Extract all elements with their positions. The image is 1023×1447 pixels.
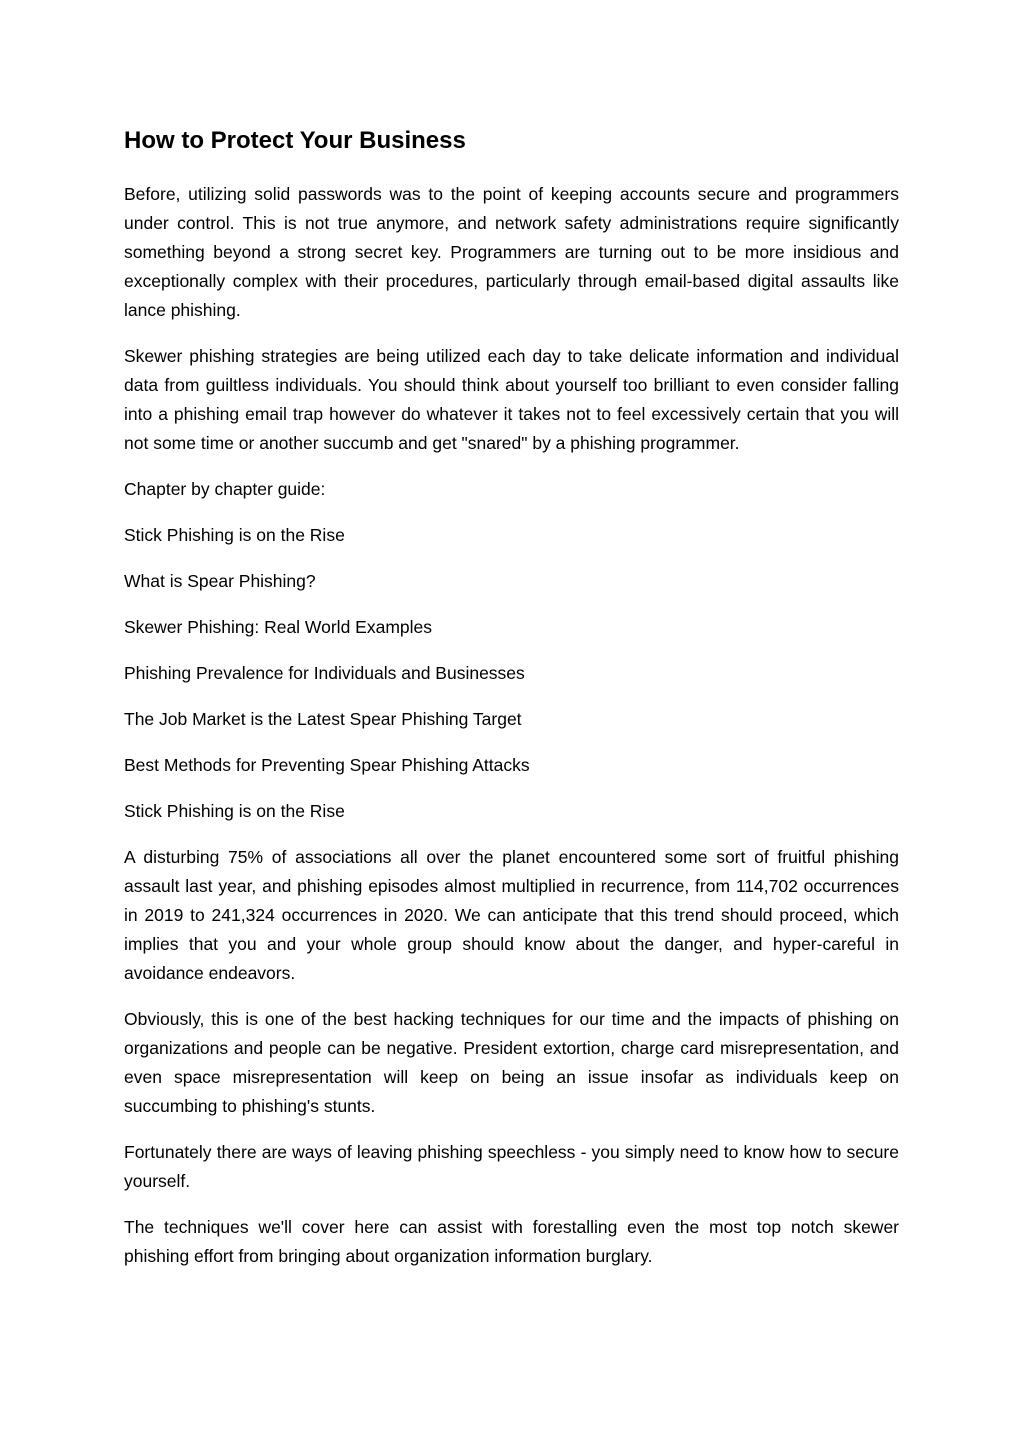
guide-item: Skewer Phishing: Real World Examples xyxy=(124,617,433,637)
guide-item: Phishing Prevalence for Individuals and Businesses xyxy=(124,663,525,683)
guide-item: Stick Phishing is on the Rise xyxy=(124,525,345,545)
intro-paragraph: Skewer phishing strategies are being utilized each day to take delicate information and individual data from guiltless individuals. You should think about yourself too brilliant to even consider falling into a phishing email trap however do whatever it takes not to feel excessively certain that you will not some time or another succumb and get "snared" by a phishing programmer. xyxy=(124,346,899,453)
guide-item: The Job Market is the Latest Spear Phishing Target xyxy=(124,709,522,729)
document-body xyxy=(124,124,899,1288)
intro-paragraph: Before, utilizing solid passwords was to the point of keeping accounts secure and programmers under control. This is not true anymore, and network safety administrations require significantly something beyond a strong secret key. Programmers are turning out to be more insidious and exceptionally complex with their procedures, particularly through email-based digital assaults like lance phishing. xyxy=(124,184,899,320)
page-title: How to Protect Your Business xyxy=(124,127,466,154)
guide-heading: Chapter by chapter guide: xyxy=(124,479,326,499)
body-paragraph: Fortunately there are ways of leaving phishing speechless - you simply need to know how to secure yourself. xyxy=(124,1142,899,1191)
body-paragraph: The techniques we'll cover here can assist with forestalling even the most top notch skewer phishing effort from bringing about organization information burglary. xyxy=(124,1217,899,1266)
section-heading: Stick Phishing is on the Rise xyxy=(124,801,345,821)
body-paragraph: Obviously, this is one of the best hacking techniques for our time and the impacts of phishing on organizations and people can be negative. President extortion, charge card misrepresentation, and even space misrepresentation will keep on being an issue insofar as individuals keep on succumbing to phishing's stunts. xyxy=(124,1009,899,1116)
guide-item: Best Methods for Preventing Spear Phishing Attacks xyxy=(124,755,530,775)
body-paragraph: A disturbing 75% of associations all over the planet encountered some sort of fruitful phishing assault last year, and phishing episodes almost multiplied in recurrence, from 114,702 occurrences in 2019 to 241,324 occurrences in 2020. We can anticipate that this trend should proceed, which implies that you and your whole group should know about the danger, and hyper-careful in avoidance endeavors. xyxy=(124,847,899,983)
guide-item: What is Spear Phishing? xyxy=(124,571,316,591)
